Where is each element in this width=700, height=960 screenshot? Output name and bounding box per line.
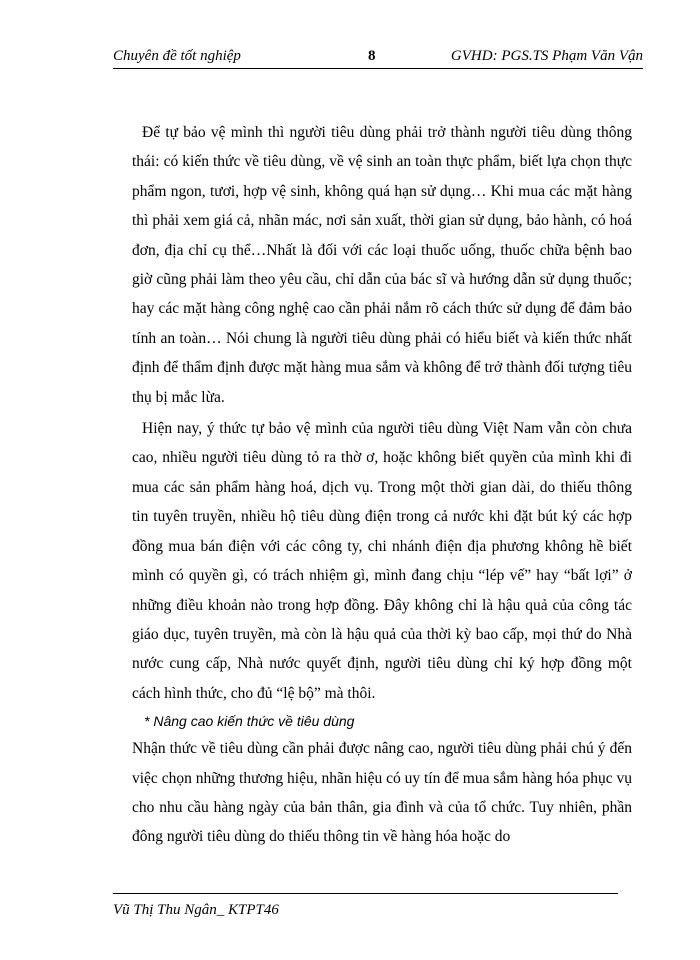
page-header [113, 46, 643, 70]
header-document-type: Chuyên đề tốt nghiệp [113, 48, 241, 64]
page-body [132, 118, 632, 852]
body-paragraph-2: Hiện nay, ý thức tự bảo vệ mình của người tiêu dùng Việt Nam vẫn còn chưa cao, nhiều người tiêu dùng tỏ ra thờ ơ, hoặc không biết quyền của mình khi đi mua các sản phẩm hàng hoá, dịch vụ. Trong một thời gian dài, do thiếu thông tin tuyên truyền, nhiều hộ tiêu dùng điện trong cả nước khi đặt bút ký các hợp đồng mua bán điện với các công ty, chi nhánh điện địa phương không hề biết mình có quyền gì, có trách nhiệm gì, mình đang chịu “lép vế” hay “bất lợi” ở những điều khoản nào trong hợp đồng. Đây không chỉ là hậu quả của công tác giáo dục, tuyên truyền, mà còn là hậu quả của thời kỳ bao cấp, mọi thứ do Nhà nước cung cấp, Nhà nước quyết định, người tiêu dùng chỉ ký hợp đồng một cách hình thức, cho đủ “lệ bộ” mà thôi. [132, 420, 632, 702]
body-paragraph-3: Nhận thức về tiêu dùng cần phải được nâng cao, người tiêu dùng phải chú ý đến việc chọn những thương hiệu, nhãn hiệu có uy tín để mua sắm hàng hóa phục vụ cho nhu cầu hàng ngày của bản thân, gia đình và của tổ chức. Tuy nhiên, phần đông người tiêu dùng do thiếu thông tin về hàng hóa hoặc do [132, 740, 632, 846]
header-divider [113, 68, 643, 69]
body-paragraph-1: Để tự bảo vệ mình thì người tiêu dùng phải trở thành người tiêu dùng thông thái: có kiến thức về tiêu dùng, về vệ sinh an toàn thực phẩm, biết lựa chọn thực phẩm ngon, tươi, hợp vệ sinh, không quá hạn sử dụng… Khi mua các mặt hàng thì phải xem giá cả, nhãn mác, nơi sản xuất, thời gian sử dụng, bảo hành, có hoá đơn, địa chỉ cụ thể…Nhất là đối với các loại thuốc uống, thuốc chữa bệnh bao giờ cũng phải làm theo yêu cầu, chỉ dẫn của bác sĩ và hướng dẫn sử dụng thuốc; hay các mặt hàng công nghệ cao cần phải nắm rõ cách thức sử dụng để đảm bảo tính an toàn… Nói chung là người tiêu dùng phải có hiểu biết và kiến thức nhất định để thẩm định được mặt hàng mua sắm và không để trở thành đối tượng tiêu thụ bị mắc lừa. [132, 124, 632, 406]
page-number: 8 [368, 48, 376, 64]
footer-divider [113, 893, 618, 894]
header-advisor: GVHD: PGS.TS Phạm Văn Vận [450, 48, 643, 64]
section-subheading: * Nâng cao kiến thức về tiêu dùng [144, 713, 355, 730]
footer-author: Vũ Thị Thu Ngân_ KTPT46 [113, 902, 279, 918]
